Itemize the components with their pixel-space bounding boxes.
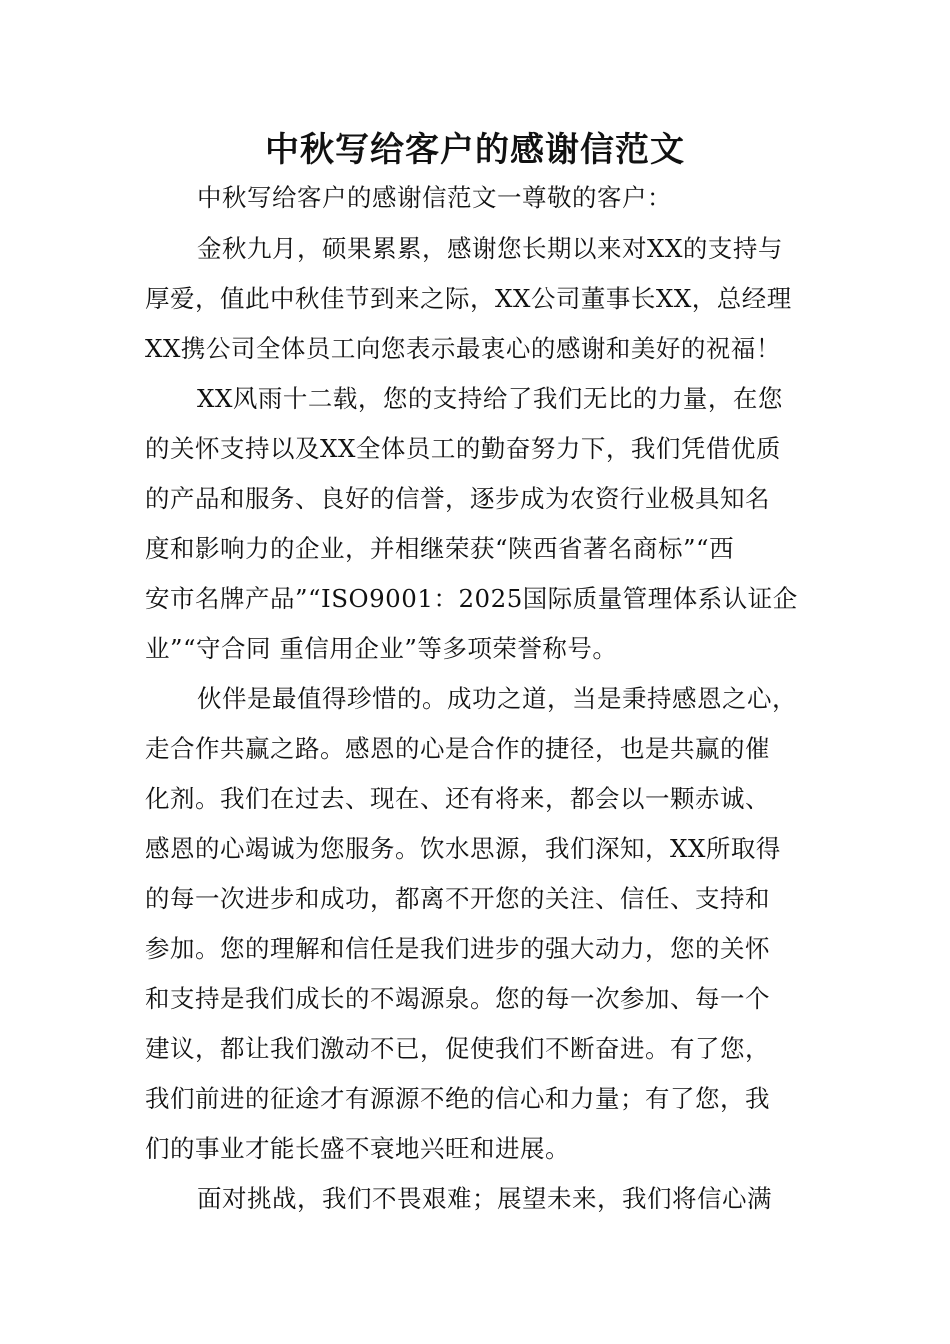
text-line-11: 伙伴是最值得珍惜的。成功之道，当是秉持感恩之心，: [197, 684, 797, 713]
text-line-10: 业”“守合同 重信用企业”等多项荣誉称号。: [145, 634, 618, 663]
text-line-7: 的产品和服务、良好的信誉，逐步成为农资行业极具知名: [145, 484, 770, 513]
text-line-20: 们的事业才能长盛不衰地兴旺和进展。: [145, 1134, 570, 1163]
text-line-6: 的关怀支持以及XX全体员工的勤奋努力下，我们凭借优质: [145, 434, 781, 463]
text-line-8: 度和影响力的企业，并相继荣获“陕西省著名商标”“西: [145, 534, 735, 563]
text-line-13: 化剂。我们在过去、现在、还有将来，都会以一颗赤诚、: [145, 784, 770, 813]
text-line-4: XX携公司全体员工向您表示最衷心的感谢和美好的祝福！: [145, 334, 781, 363]
text-line-18: 建议，都让我们激动不已，促使我们不断奋进。有了您，: [145, 1034, 770, 1063]
text-line-17: 和支持是我们成长的不竭源泉。您的每一次参加、每一个: [145, 984, 770, 1013]
text-line-1: 中秋写给客户的感谢信范文一尊敬的客户：: [197, 183, 672, 212]
text-line-5: XX风雨十二载，您的支持给了我们无比的力量，在您: [197, 384, 783, 413]
text-line-21: 面对挑战，我们不畏艰难；展望未来，我们将信心满: [197, 1184, 772, 1213]
text-line-9: 安市名牌产品”“ISO9001：2025国际质量管理体系认证企: [145, 584, 798, 613]
text-line-3: 厚爱，值此中秋佳节到来之际，XX公司董事长XX，总经理: [145, 284, 792, 313]
text-line-19: 我们前进的征途才有源源不绝的信心和力量；有了您，我: [145, 1084, 770, 1113]
text-line-14: 感恩的心竭诚为您服务。饮水思源，我们深知，XX所取得: [145, 834, 781, 863]
text-line-16: 参加。您的理解和信任是我们进步的强大动力，您的关怀: [145, 934, 770, 963]
text-line-15: 的每一次进步和成功，都离不开您的关注、信任、支持和: [145, 884, 770, 913]
document-title: 中秋写给客户的感谢信范文: [265, 130, 685, 170]
text-line-2: 金秋九月，硕果累累，感谢您长期以来对XX的支持与: [197, 234, 783, 263]
text-line-12: 走合作共赢之路。感恩的心是合作的捷径，也是共赢的催: [145, 734, 770, 763]
